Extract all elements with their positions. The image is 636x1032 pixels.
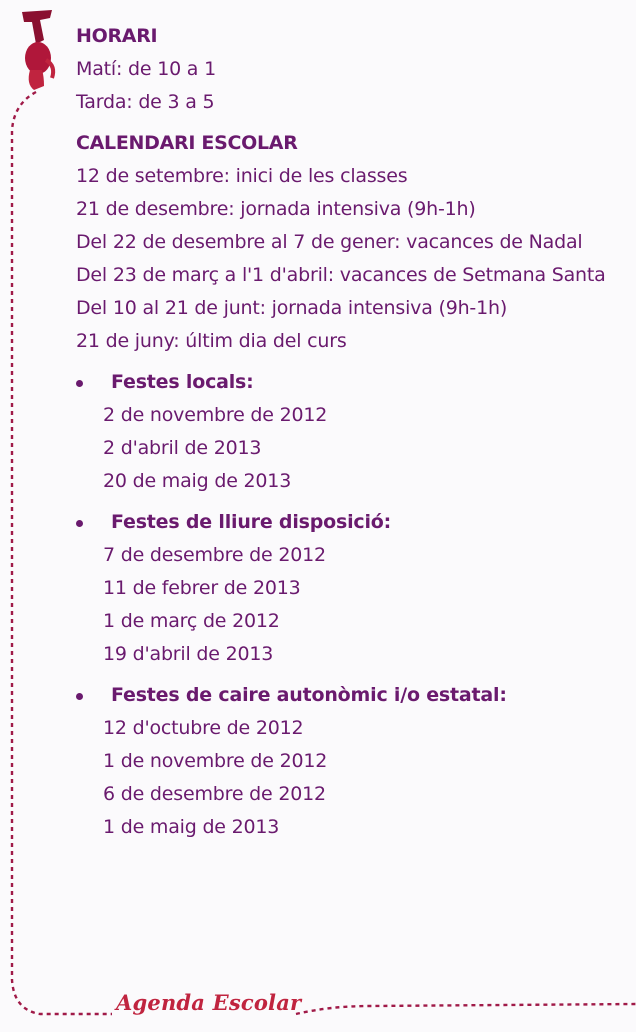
festa-date: 12 d'octubre de 2012 bbox=[103, 717, 304, 739]
calendari-section bbox=[76, 127, 632, 358]
calendari-title: CALENDARI ESCOLAR bbox=[76, 132, 298, 154]
horari-section bbox=[76, 20, 632, 119]
festa-date: 6 de desembre de 2012 bbox=[103, 783, 326, 805]
festa-date: 11 de febrer de 2013 bbox=[103, 577, 301, 599]
festes-locals-title: Festes locals: bbox=[111, 371, 254, 393]
festa-date: 7 de desembre de 2012 bbox=[103, 544, 326, 566]
festes-autonomic-title: Festes de caire autonòmic i/o estatal: bbox=[111, 684, 507, 706]
bullet-icon bbox=[76, 380, 83, 387]
calendari-line: Del 22 de desembre al 7 de gener: vacances de Nadal bbox=[76, 231, 583, 253]
calendari-line: 12 de setembre: inici de les classes bbox=[76, 165, 408, 187]
calendari-line: 21 de desembre: jornada intensiva (9h-1h) bbox=[76, 198, 476, 220]
festes-locals-heading bbox=[76, 366, 632, 399]
festes-autonomic-section bbox=[76, 679, 632, 844]
festa-date: 1 de maig de 2013 bbox=[103, 816, 280, 838]
footer-brand-logo: Agenda Escolar bbox=[116, 990, 302, 1015]
festa-date: 19 d'abril de 2013 bbox=[103, 643, 274, 665]
horari-title: HORARI bbox=[76, 25, 158, 47]
dashed-bottom-border bbox=[296, 1004, 636, 1014]
festa-date: 20 de maig de 2013 bbox=[103, 470, 292, 492]
festa-date: 1 de novembre de 2012 bbox=[103, 750, 328, 772]
festes-lliure-title: Festes de lliure disposició: bbox=[111, 511, 392, 533]
festes-autonomic-heading bbox=[76, 679, 632, 712]
horari-line: Tarda: de 3 a 5 bbox=[76, 91, 215, 113]
calendari-line: Del 10 al 21 de junt: jornada intensiva (9h-1h) bbox=[76, 297, 508, 319]
calendari-line: Del 23 de març a l'1 d'abril: vacances de Setmana Santa bbox=[76, 264, 606, 286]
schedule-content bbox=[76, 20, 632, 844]
festa-date: 2 d'abril de 2013 bbox=[103, 437, 262, 459]
festes-lliure-section bbox=[76, 506, 632, 671]
festes-locals-section bbox=[76, 366, 632, 498]
ink-figure-icon bbox=[22, 10, 53, 90]
festes-lliure-heading bbox=[76, 506, 632, 539]
festa-date: 2 de novembre de 2012 bbox=[103, 404, 328, 426]
horari-line: Matí: de 10 a 1 bbox=[76, 58, 216, 80]
festa-date: 1 de març de 2012 bbox=[103, 610, 280, 632]
bullet-icon bbox=[76, 693, 83, 700]
bullet-icon bbox=[76, 520, 83, 527]
calendari-line: 21 de juny: últim dia del curs bbox=[76, 330, 347, 352]
